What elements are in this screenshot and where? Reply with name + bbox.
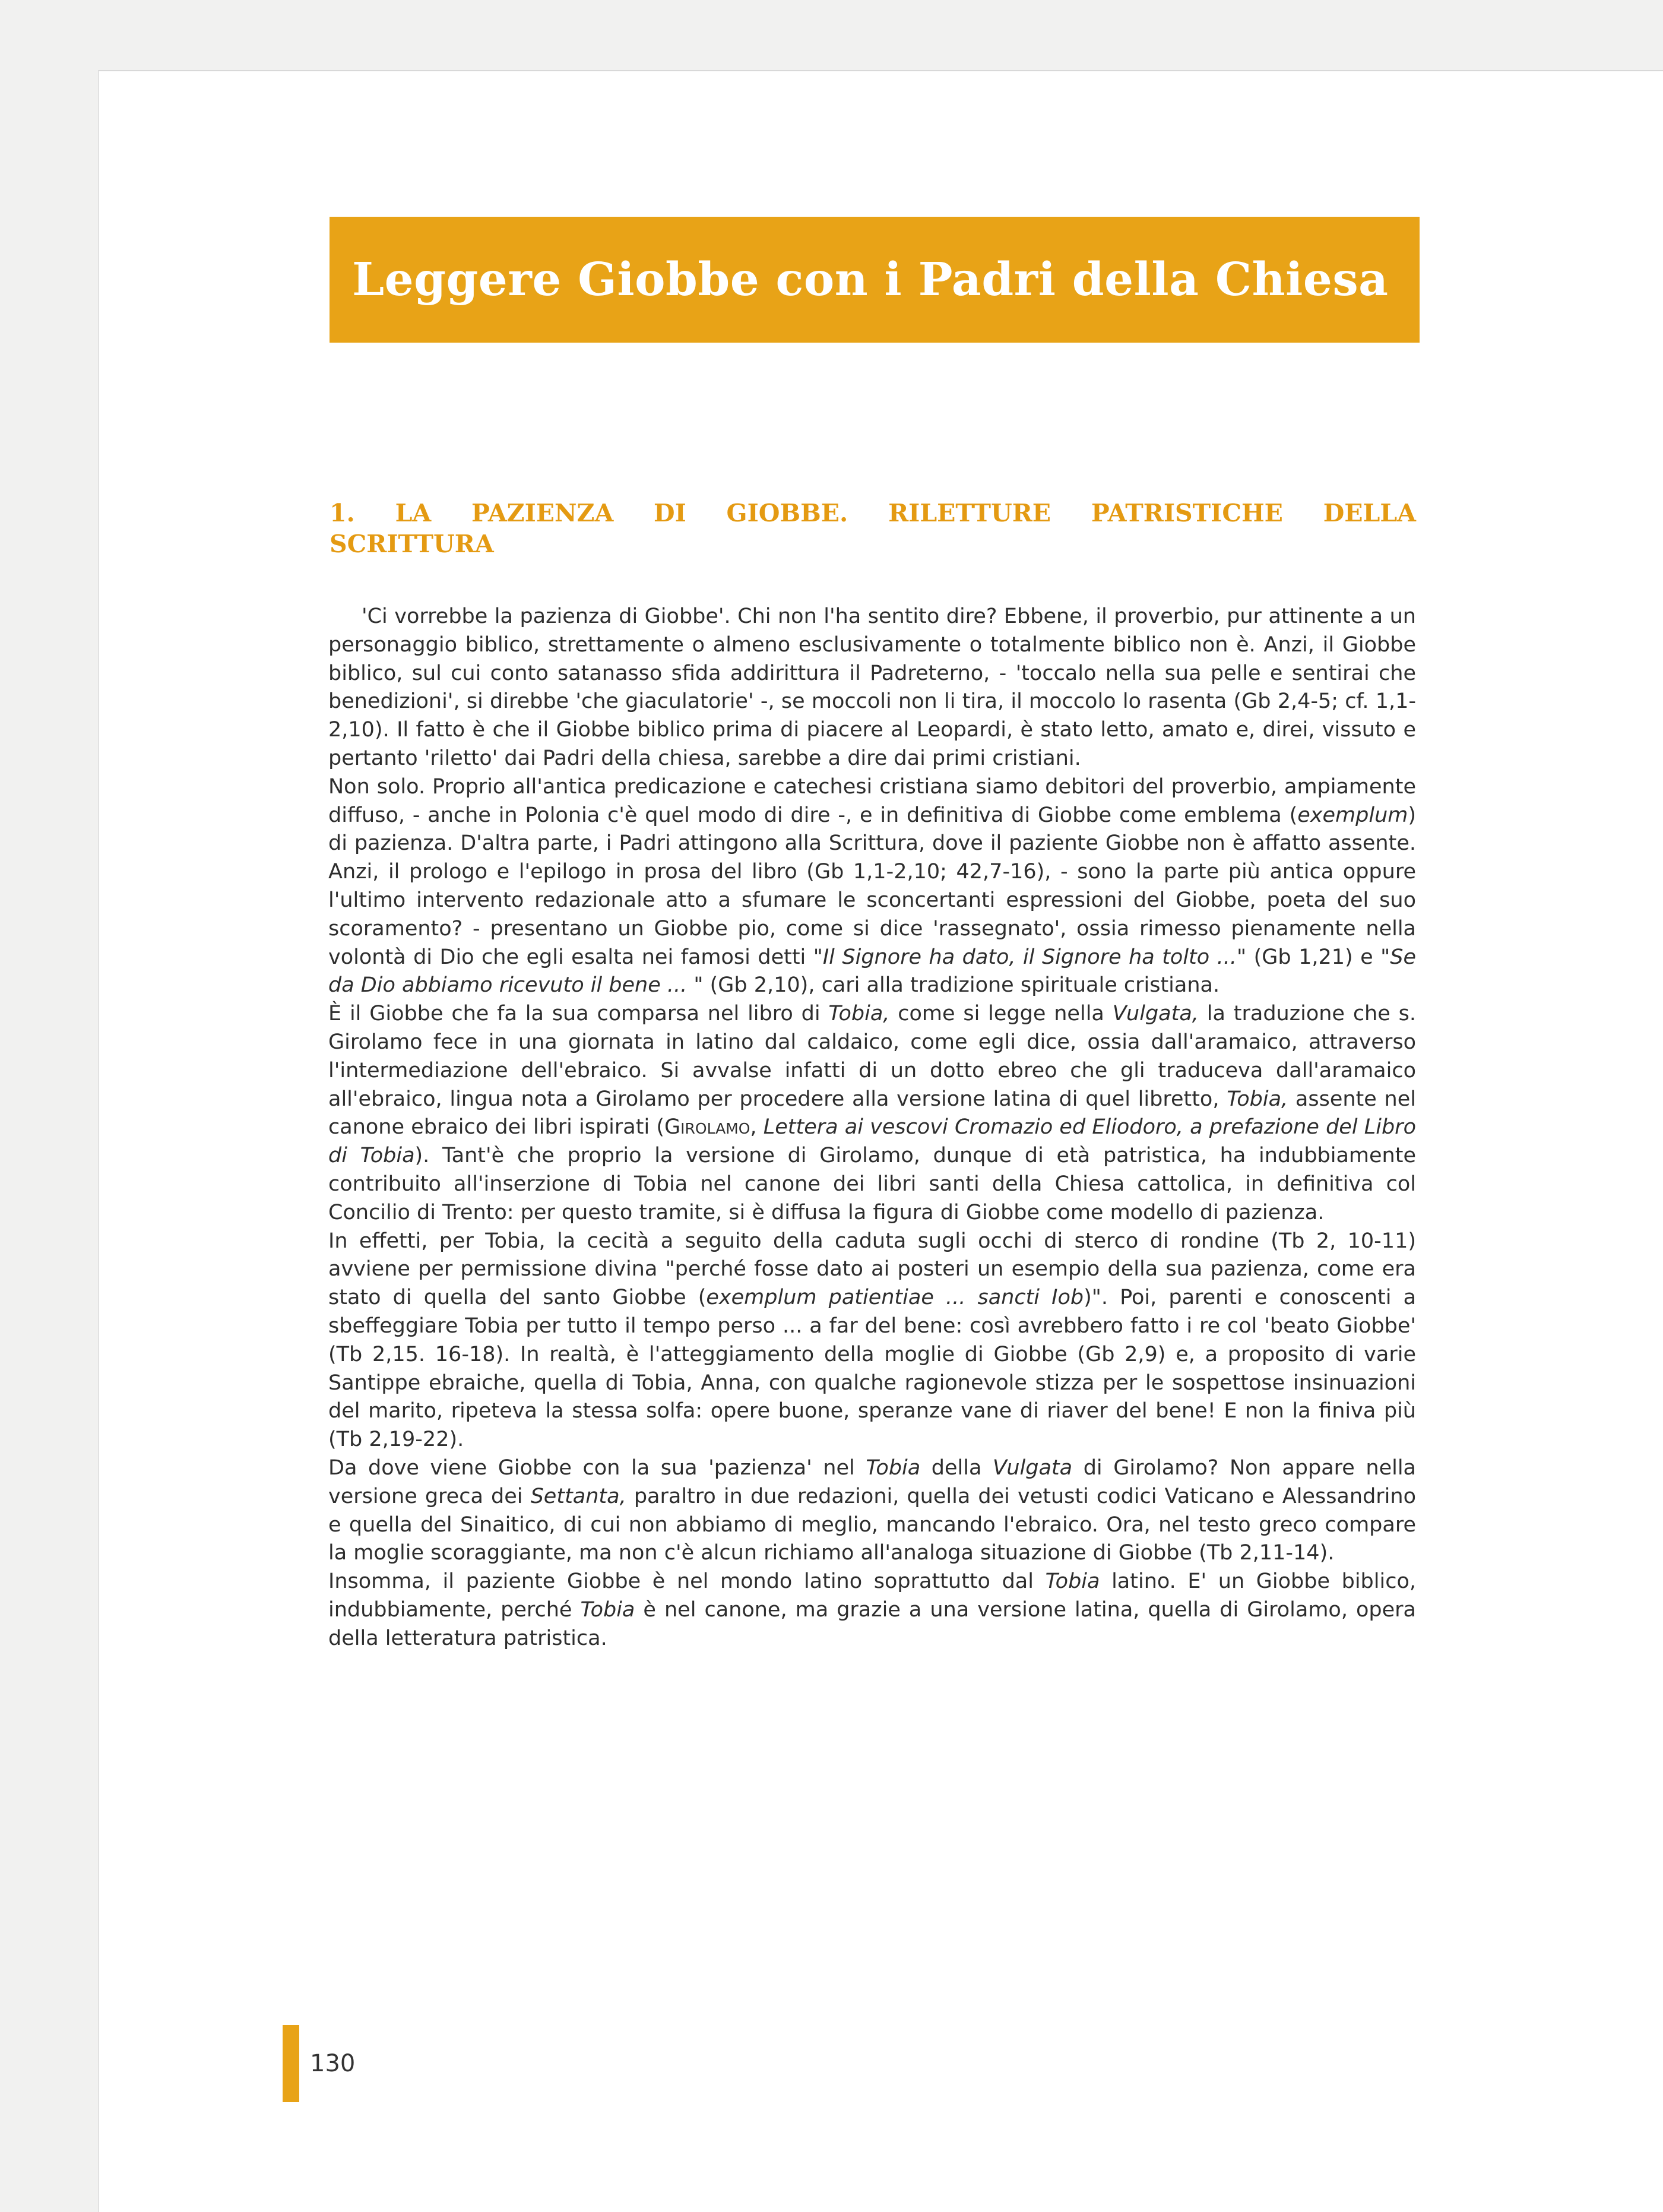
- italic-tobia: Tobia,: [1227, 1087, 1288, 1111]
- paragraph-2-text-c: " (Gb 1,21) e ": [1237, 945, 1390, 969]
- paragraph-2-text-a: Non solo. Proprio all'antica predicazione e catechesi cristiana siamo debitori del proverbio, ampiamente diffuso, - anche in Polonia c'è quel modo di dire -, e in definitiva di Giobbe come emblema (: [328, 774, 1416, 827]
- article-body: [328, 603, 1416, 1653]
- paragraph-3-text-d: assente nel canone ebraico dei libri ispirati (: [328, 1087, 1416, 1140]
- paragraph-3-text-c: la traduzione che s. Girolamo fece in una giornata in latino dal caldaico, come egli dice, ossia dall'aramaico, attraverso l'intermediazione dell'ebraico. Si avvalse infatti di un dotto ebreo che gli traduceva dall'aramaico all'ebraico, lingua nota a Girolamo per procedere alla versione latina di quel libretto,: [328, 1002, 1416, 1111]
- paragraph-6-text-b: latino. E' un Giobbe biblico, indubbiamente, perché: [328, 1569, 1416, 1622]
- paragraph-5: [328, 1454, 1416, 1568]
- italic-tobia: Tobia: [866, 1455, 921, 1480]
- paragraph-5-text-c: di Girolamo? Non appare nella versione greca dei: [328, 1455, 1417, 1508]
- paragraph-1: [328, 603, 1416, 773]
- paragraph-2-text-d: " (Gb 2,10), cari alla tradizione spirituale cristiana.: [687, 973, 1220, 998]
- section-heading-line2: SCRITTURA: [330, 530, 494, 558]
- italic-tobia: Tobia,: [828, 1002, 890, 1026]
- italic-latin-quote: exemplum patientiae ... sancti Iob: [706, 1286, 1084, 1310]
- italic-quote-1: Il Signore ha dato, il Signore ha tolto ...: [822, 945, 1237, 969]
- section-heading: [330, 498, 1416, 559]
- paragraph-5-text-a: Da dove viene Giobbe con la sua 'pazienza' nel: [328, 1455, 866, 1480]
- italic-work-title: Lettera ai vescovi Cromazio ed Eliodoro, a prefazione del Libro di Tobia: [328, 1115, 1416, 1168]
- section-heading-line1: 1. LA PAZIENZA DI GIOBBE. RILETTURE PATRISTICHE DELLA: [330, 499, 1416, 527]
- paragraph-6-text-c: è nel canone, ma grazie a una versione latina, quella di Girolamo, opera della letteratura patristica.: [328, 1597, 1416, 1650]
- paragraph-2: [328, 773, 1416, 1000]
- italic-exemplum: exemplum: [1297, 803, 1408, 827]
- paragraph-4-text-a: In effetti, per Tobia, la cecità a seguito della caduta sugli occhi di sterco di rondine (Tb 2, 10-11) avviene per permissione divina "perché fosse dato ai posteri un esempio della sua pazienza, come era stato di quella del santo Giobbe (: [328, 1229, 1416, 1310]
- paragraph-3-text-e: ). Tant'è che proprio la versione di Girolamo, dunque di età patristica, ha indubbiamente contribuito all'inserzione di Tobia nel canone dei libri santi della Chiesa cattolica, in definitiva col Concilio di Trento: per questo tramite, si è diffusa la figura di Giobbe come modello di pazienza.: [328, 1144, 1416, 1224]
- italic-quote-2: Se da Dio abbiamo ricevuto il bene ...: [328, 945, 1416, 998]
- title-banner: [330, 217, 1420, 343]
- italic-vulgata: Vulgata,: [1112, 1002, 1199, 1026]
- paragraph-3: [328, 1000, 1416, 1227]
- italic-tobia: Tobia: [1045, 1569, 1100, 1594]
- paragraph-5-text-d: paraltro in due redazioni, quella dei vetusti codici Vaticano e Alessandrino e quella del Sinaitico, di cui non abbiamo di meglio, mancando l'ebraico. Ora, nel testo greco compare la moglie scoraggiante, ma non c'è alcun richiamo all'analoga situazione di Giobbe (Tb 2,11-14).: [328, 1484, 1416, 1565]
- italic-settanta: Settanta,: [530, 1484, 626, 1508]
- page-footer: [283, 2025, 355, 2102]
- page-title: Leggere Giobbe con i Padri della Chiesa: [352, 253, 1389, 306]
- italic-vulgata: Vulgata: [993, 1455, 1073, 1480]
- paragraph-5-text-b: della: [920, 1455, 993, 1480]
- page-number: 130: [310, 2050, 356, 2077]
- author-smallcaps: Girolamo,: [664, 1115, 757, 1140]
- paragraph-2-text-b: ) di pazienza. D'altra parte, i Padri attingono alla Scrittura, dove il paziente Giobbe non è affatto assente. Anzi, il prologo e l'epilogo in prosa del libro (Gb 1,1-2,10; 42,7-16), - sono la parte più antica oppure l'ultimo intervento redazionale atto a sfumare le sconcertanti espressioni del Giobbe, poeta del suo scoramento? - presentano un Giobbe pio, come si dice 'rassegnato', ossia rimesso pienamente nella volontà di Dio che egli esalta nei famosi detti ": [328, 803, 1416, 969]
- paragraph-4-text-b: )". Poi, parenti e conoscenti a sbeffeggiare Tobia per tutto il tempo perso ... a far del bene: così avrebbero fatto i re col 'beato Giobbe' (Tb 2,15. 16-18). In realtà, è l'atteggiamento della moglie di Giobbe (Gb 2,9) e, a proposito di varie Santippe ebraiche, quella di Tobia, Anna, con qualche ragionevole stizza per le sospettose insinuazioni del marito, ripeteva la stessa solfa: opere buone, speranze vane di riaver del bene! E non la finiva più (Tb 2,19-22).: [328, 1286, 1417, 1452]
- italic-tobia: Tobia: [580, 1597, 635, 1622]
- paragraph-4: [328, 1227, 1416, 1454]
- paragraph-3-text-b: come si legge nella: [889, 1002, 1113, 1026]
- footer-accent-bar: [283, 2025, 299, 2102]
- paragraph-1-text: 'Ci vorrebbe la pazienza di Giobbe'. Chi non l'ha sentito dire? Ebbene, il proverbio, pur attinente a un personaggio biblico, strettamente o almeno esclusivamente o totalmente biblico non è. Anzi, il Giobbe biblico, sul cui conto satanasso sfida addirittura il Padreterno, - 'toccalo nella sua pelle e sentirai che benedizioni', si direbbe 'che giaculatorie' -, se moccoli non li tira, il moccolo lo rasenta (Gb 2,4-5; cf. 1,1-2,10). Il fatto è che il Giobbe biblico prima di piacere al Leopardi, è stato letto, amato e, direi, vissuto e pertanto 'riletto' dai Padri della chiesa, sarebbe a dire dai primi cristiani.: [328, 605, 1416, 770]
- paragraph-6: [328, 1568, 1416, 1653]
- paragraph-3-text-a: È il Giobbe che fa la sua comparsa nel libro di: [328, 1002, 829, 1026]
- paragraph-6-text-a: Insomma, il paziente Giobbe è nel mondo latino soprattutto dal: [328, 1569, 1046, 1594]
